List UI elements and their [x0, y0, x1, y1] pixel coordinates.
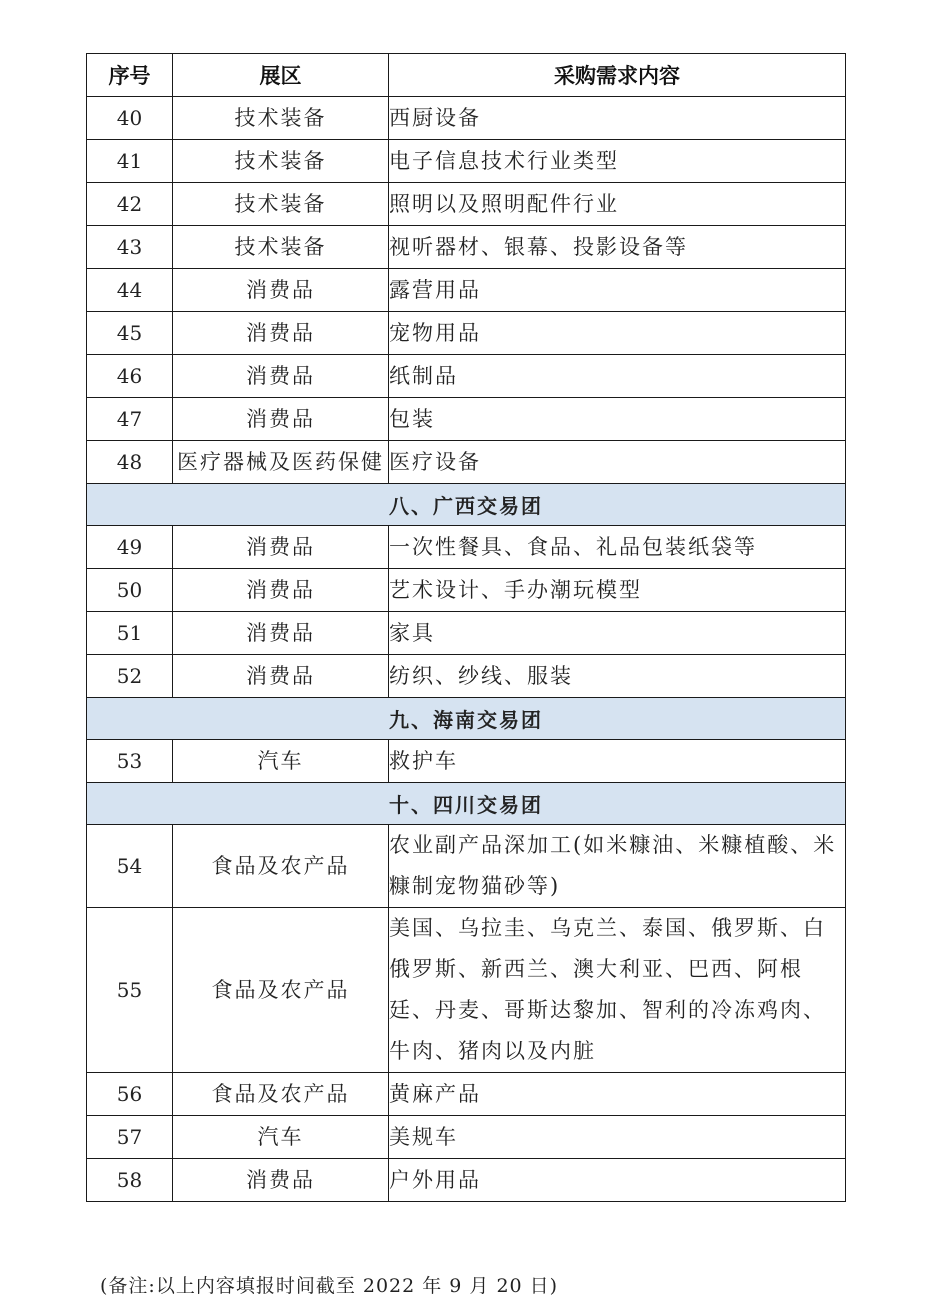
row-index: 56	[87, 1073, 173, 1116]
table-row	[87, 183, 846, 226]
row-zone: 消费品	[173, 612, 389, 655]
table-row	[87, 1073, 846, 1116]
row-zone: 食品及农产品	[173, 908, 389, 1073]
footnote: (备注:以上内容填报时间截至 2022 年 9 月 20 日)	[100, 1275, 559, 1297]
section-row	[87, 484, 846, 526]
table-row	[87, 140, 846, 183]
section-title: 八、广西交易团	[87, 484, 846, 526]
row-zone: 消费品	[173, 526, 389, 569]
row-index: 57	[87, 1116, 173, 1159]
row-index: 54	[87, 825, 173, 908]
table-row	[87, 97, 846, 140]
table-row	[87, 269, 846, 312]
table-row	[87, 355, 846, 398]
row-content: 黄麻产品	[389, 1073, 846, 1116]
header-index: 序号	[87, 54, 173, 97]
row-zone: 消费品	[173, 1159, 389, 1202]
row-content: 救护车	[389, 740, 846, 783]
table-row	[87, 612, 846, 655]
row-index: 49	[87, 526, 173, 569]
row-content: 农业副产品深加工(如米糠油、米糠植酸、米糠制宠物猫砂等)	[389, 825, 846, 908]
table-row	[87, 1116, 846, 1159]
table-row	[87, 226, 846, 269]
header-content: 采购需求内容	[389, 54, 846, 97]
row-content: 露营用品	[389, 269, 846, 312]
table-row	[87, 825, 846, 908]
table-row	[87, 740, 846, 783]
table-row	[87, 441, 846, 484]
row-index: 44	[87, 269, 173, 312]
row-zone: 食品及农产品	[173, 825, 389, 908]
row-index: 51	[87, 612, 173, 655]
table-row	[87, 526, 846, 569]
row-content: 户外用品	[389, 1159, 846, 1202]
section-row	[87, 783, 846, 825]
row-zone: 技术装备	[173, 226, 389, 269]
table-row	[87, 908, 846, 1073]
row-index: 50	[87, 569, 173, 612]
row-index: 55	[87, 908, 173, 1073]
row-index: 58	[87, 1159, 173, 1202]
row-zone: 技术装备	[173, 183, 389, 226]
row-index: 40	[87, 97, 173, 140]
table-row	[87, 655, 846, 698]
header-zone: 展区	[173, 54, 389, 97]
row-index: 53	[87, 740, 173, 783]
row-zone: 消费品	[173, 655, 389, 698]
procurement-table	[86, 53, 846, 1202]
row-content: 纺织、纱线、服装	[389, 655, 846, 698]
row-index: 47	[87, 398, 173, 441]
row-index: 48	[87, 441, 173, 484]
table-row	[87, 569, 846, 612]
table-row	[87, 398, 846, 441]
row-content: 艺术设计、手办潮玩模型	[389, 569, 846, 612]
row-zone: 消费品	[173, 312, 389, 355]
section-title: 十、四川交易团	[87, 783, 846, 825]
section-row	[87, 698, 846, 740]
row-content: 西厨设备	[389, 97, 846, 140]
row-content: 一次性餐具、食品、礼品包装纸袋等	[389, 526, 846, 569]
table-row	[87, 1159, 846, 1202]
row-content: 电子信息技术行业类型	[389, 140, 846, 183]
row-index: 41	[87, 140, 173, 183]
row-content: 视听器材、银幕、投影设备等	[389, 226, 846, 269]
row-content: 美国、乌拉圭、乌克兰、泰国、俄罗斯、白俄罗斯、新西兰、澳大利亚、巴西、阿根廷、丹麦、哥斯达黎加、智利的冷冻鸡肉、牛肉、猪肉以及内脏	[389, 908, 846, 1073]
row-zone: 汽车	[173, 740, 389, 783]
row-zone: 医疗器械及医药保健	[173, 441, 389, 484]
row-index: 52	[87, 655, 173, 698]
row-zone: 技术装备	[173, 97, 389, 140]
row-zone: 汽车	[173, 1116, 389, 1159]
row-content: 照明以及照明配件行业	[389, 183, 846, 226]
row-content: 包装	[389, 398, 846, 441]
row-content: 美规车	[389, 1116, 846, 1159]
row-index: 45	[87, 312, 173, 355]
row-content: 纸制品	[389, 355, 846, 398]
row-content: 家具	[389, 612, 846, 655]
row-zone: 消费品	[173, 398, 389, 441]
row-zone: 消费品	[173, 355, 389, 398]
row-content: 医疗设备	[389, 441, 846, 484]
row-zone: 消费品	[173, 269, 389, 312]
row-zone: 食品及农产品	[173, 1073, 389, 1116]
table-body	[87, 97, 846, 1202]
row-zone: 消费品	[173, 569, 389, 612]
row-zone: 技术装备	[173, 140, 389, 183]
row-content: 宠物用品	[389, 312, 846, 355]
table-header-row	[87, 54, 846, 97]
row-index: 42	[87, 183, 173, 226]
section-title: 九、海南交易团	[87, 698, 846, 740]
row-index: 46	[87, 355, 173, 398]
table-row	[87, 312, 846, 355]
row-index: 43	[87, 226, 173, 269]
